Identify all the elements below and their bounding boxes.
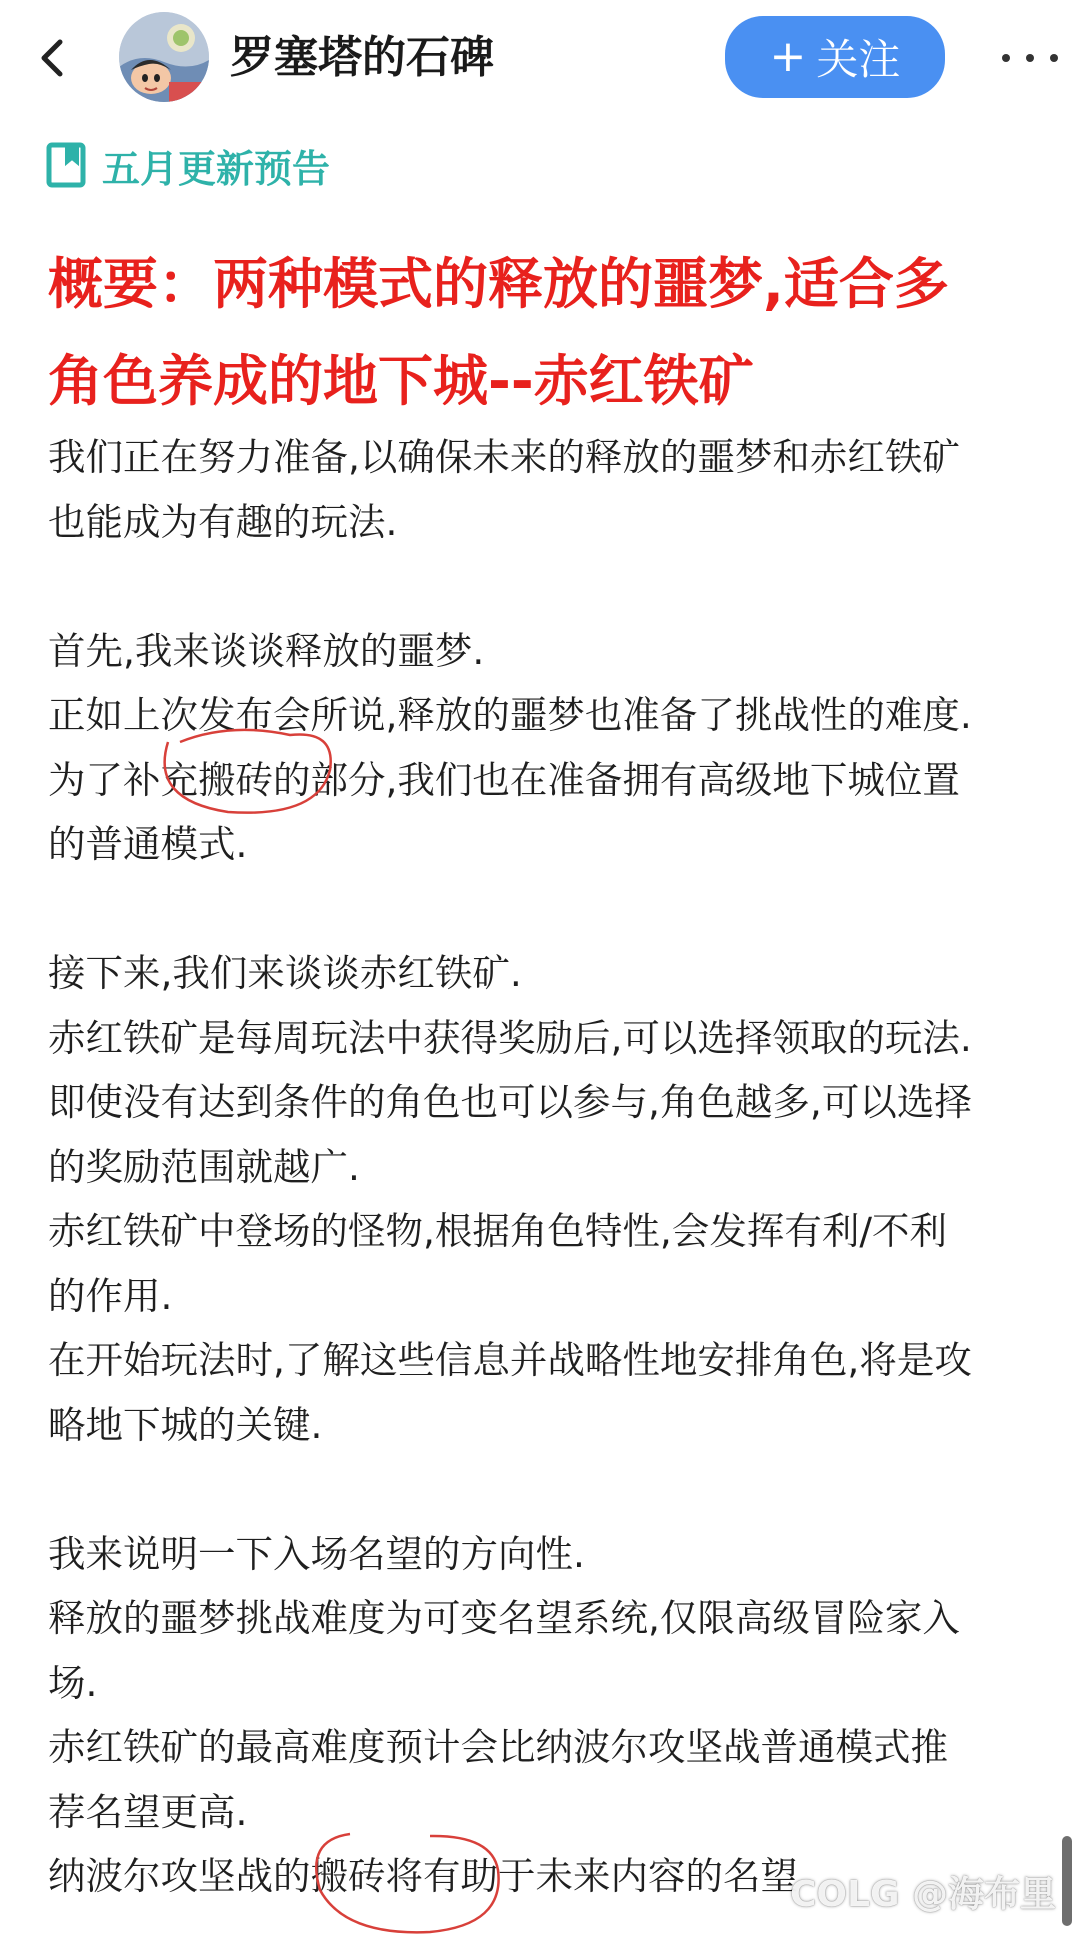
article-title-line: 概要：两种模式的释放的噩梦,适合多 <box>48 252 949 316</box>
body-line: 纳波尔攻坚战的搬砖将有助于未来内容的名望 <box>48 1854 798 1898</box>
author-name[interactable]: 罗塞塔的石碑 <box>230 32 494 83</box>
body-line: 正如上次发布会所说,释放的噩梦也准备了挑战性的难度. <box>48 693 972 737</box>
body-line: 在开始玩法时,了解这些信息并战略性地安排角色,将是攻 <box>48 1338 972 1382</box>
avatar[interactable] <box>119 12 209 102</box>
body-line: 的普通模式. <box>48 822 248 866</box>
bookmark-icon <box>46 142 86 188</box>
article-title <box>48 236 1038 430</box>
body-line: 我们正在努力准备,以确保未来的释放的噩梦和赤红铁矿 <box>48 435 960 479</box>
more-dot-icon <box>1050 54 1058 62</box>
body-line <box>48 554 1058 619</box>
body-line: 我来说明一下入场名望的方向性. <box>48 1531 585 1576</box>
back-button[interactable] <box>30 30 74 86</box>
article-title-line: 角色养成的地下城--赤红铁矿 <box>48 349 754 413</box>
body-line: 为了补充搬砖的部分,我们也在准备拥有高级地下城位置 <box>48 757 960 802</box>
section-tag[interactable] <box>46 140 330 190</box>
body-line: 的奖励范围就越广. <box>48 1144 360 1189</box>
body-line: 的作用. <box>48 1273 173 1318</box>
scrollbar[interactable] <box>1062 1836 1072 1926</box>
body-line: 即使没有达到条件的角色也可以参与,角色越多,可以选择 <box>48 1080 972 1124</box>
avatar-illustration <box>119 12 209 102</box>
body-line: 首先,我来谈谈释放的噩梦. <box>48 628 485 673</box>
more-dot-icon <box>1026 54 1034 62</box>
body-line: 赤红铁矿中登场的怪物,根据角色特性,会发挥有利/不利 <box>48 1209 947 1253</box>
body-line: 接下来,我们来谈谈赤红铁矿. <box>48 951 522 995</box>
body-line: 赤红铁矿是每周玩法中获得奖励后,可以选择领取的玩法. <box>48 1015 972 1060</box>
body-line: 场. <box>48 1660 98 1705</box>
more-options-button[interactable] <box>1002 38 1058 78</box>
body-line: 释放的噩梦挑战难度为可变名望系统,仅限高级冒险家入 <box>48 1596 960 1640</box>
section-tag-label: 五月更新预告 <box>102 146 331 191</box>
follow-button[interactable] <box>725 16 945 98</box>
watermark: COLG @海布里 <box>790 1874 1057 1915</box>
body-line: 荐名望更高. <box>48 1789 248 1834</box>
body-line <box>48 1457 1058 1522</box>
body-line: 也能成为有趣的玩法. <box>48 499 398 544</box>
body-line: 赤红铁矿的最高难度预计会比纳波尔攻坚战普通模式推 <box>48 1725 948 1769</box>
body-line: 略地下城的关键. <box>48 1402 323 1447</box>
body-line <box>48 877 1058 942</box>
follow-label: 关注 <box>816 35 901 84</box>
top-bar <box>0 0 1080 120</box>
plus-icon: + <box>769 31 807 82</box>
more-dot-icon <box>1002 54 1010 62</box>
chevron-left-icon <box>38 38 66 78</box>
article-body <box>48 425 1058 1909</box>
